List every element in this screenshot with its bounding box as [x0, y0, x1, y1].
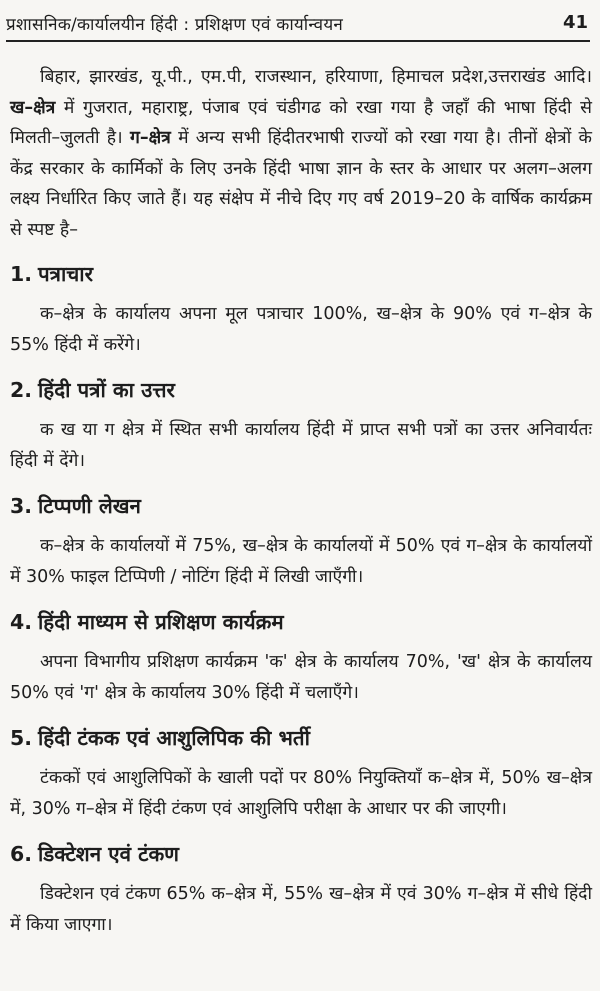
section-number: 5. — [10, 726, 33, 750]
intro-text-part1: बिहार, झारखंड, यू.पी., एम.पी, राजस्थान, हरियाणा, हिमाचल प्रदेश,उत्तराखंड आदि। — [40, 67, 592, 87]
section-number: 2. — [10, 378, 33, 402]
section-heading — [0, 723, 592, 753]
page-number: 41 — [562, 12, 588, 33]
page-body — [0, 62, 592, 941]
section-text: क–क्षेत्र के कार्यालय अपना मूल पत्राचार 100%, ख–क्षेत्र के 90% एवं ग–क्षेत्र के 55% हिंदी में करेंगे। — [10, 304, 592, 355]
section-title: पत्राचार — [38, 262, 93, 286]
section-noting — [0, 491, 592, 593]
header-rule — [6, 40, 590, 42]
running-header-title: प्रशासनिक/कार्यालयीन हिंदी : प्रशिक्षण एवं कार्यान्वयन — [6, 15, 344, 35]
section-number: 3. — [10, 494, 33, 518]
section-training — [0, 607, 592, 709]
section-title: हिंदी टंकक एवं आशुलिपिक की भर्ती — [38, 726, 310, 750]
intro-text-part3: में अन्य सभी हिंदीतरभाषी राज्यों को रखा गया है। तीनों क्षेत्रों के केंद्र सरकार के कार्मिकों के लिए उनके हिंदी भाषा ज्ञान के स्तर के आधार पर अलग–अलग लक्ष्य निर्धारित किए जाते हैं। यह संक्षेप में नीचे दिए गए वर्ष 2019–20 के वार्षिक कार्यक्रम से स्पष्ट है– — [10, 128, 592, 240]
section-heading — [0, 259, 592, 289]
section-text: क–क्षेत्र के कार्यालयों में 75%, ख–क्षेत्र के कार्यालयों में 50% एवं ग–क्षेत्र के कार्यालयों में 30% फाइल टिप्पिणी / नोटिंग हिंदी में लिखी जाएँगी। — [10, 536, 592, 587]
section-title: हिंदी माध्यम से प्रशिक्षण कार्यक्रम — [38, 610, 284, 634]
section-title: टिप्पणी लेखन — [38, 494, 141, 518]
section-text: क ख या ग क्षेत्र में स्थित सभी कार्यालय हिंदी में प्राप्त सभी पत्रों का उत्तर अनिवार्यतः हिंदी में देंगे। — [10, 420, 592, 471]
section-text: अपना विभागीय प्रशिक्षण कार्यक्रम 'क' क्षेत्र के कार्यालय 70%, 'ख' क्षेत्र के कार्यालय 50% एवं 'ग' क्षेत्र के कार्यालय 30% हिंदी में चलाएँगे। — [10, 652, 592, 703]
running-header — [6, 10, 590, 38]
ga-region-label: ग–क्षेत्र — [129, 128, 171, 148]
section-title: डिक्टेशन एवं टंकण — [38, 842, 180, 866]
section-text: डिक्टेशन एवं टंकण 65% क–क्षेत्र में, 55% ख–क्षेत्र में एवं 30% ग–क्षेत्र में सीधे हिंदी में किया जाएगा। — [10, 884, 592, 935]
section-heading — [0, 375, 592, 405]
section-text: टंककों एवं आशुलिपिकों के खाली पदों पर 80% नियुक्तियाँ क–क्षेत्र में, 50% ख–क्षेत्र में, 30% ग–क्षेत्र में हिंदी टंकण एवं आशुलिपि परीक्षा के आधार पर की जाएगी। — [10, 768, 592, 819]
kha-region-label: ख–क्षेत्र — [10, 97, 56, 118]
section-correspondence — [0, 259, 592, 361]
section-title: हिंदी पत्रों का उत्तर — [38, 378, 175, 402]
section-heading — [0, 839, 592, 869]
section-heading — [0, 607, 592, 637]
section-number: 4. — [10, 610, 33, 634]
intro-text-part2: में गुजरात, महाराष्ट्र, पंजाब एवं चंडीगढ को रखा गया है जहाँ की भाषा हिंदी से मिलती–जुलती है। — [10, 97, 592, 148]
section-number: 6. — [10, 842, 33, 866]
section-heading — [0, 491, 592, 521]
section-number: 1. — [10, 262, 33, 286]
intro-paragraph — [0, 62, 592, 245]
section-dictation — [0, 839, 592, 941]
section-recruitment — [0, 723, 592, 825]
section-letter-replies — [0, 375, 592, 477]
